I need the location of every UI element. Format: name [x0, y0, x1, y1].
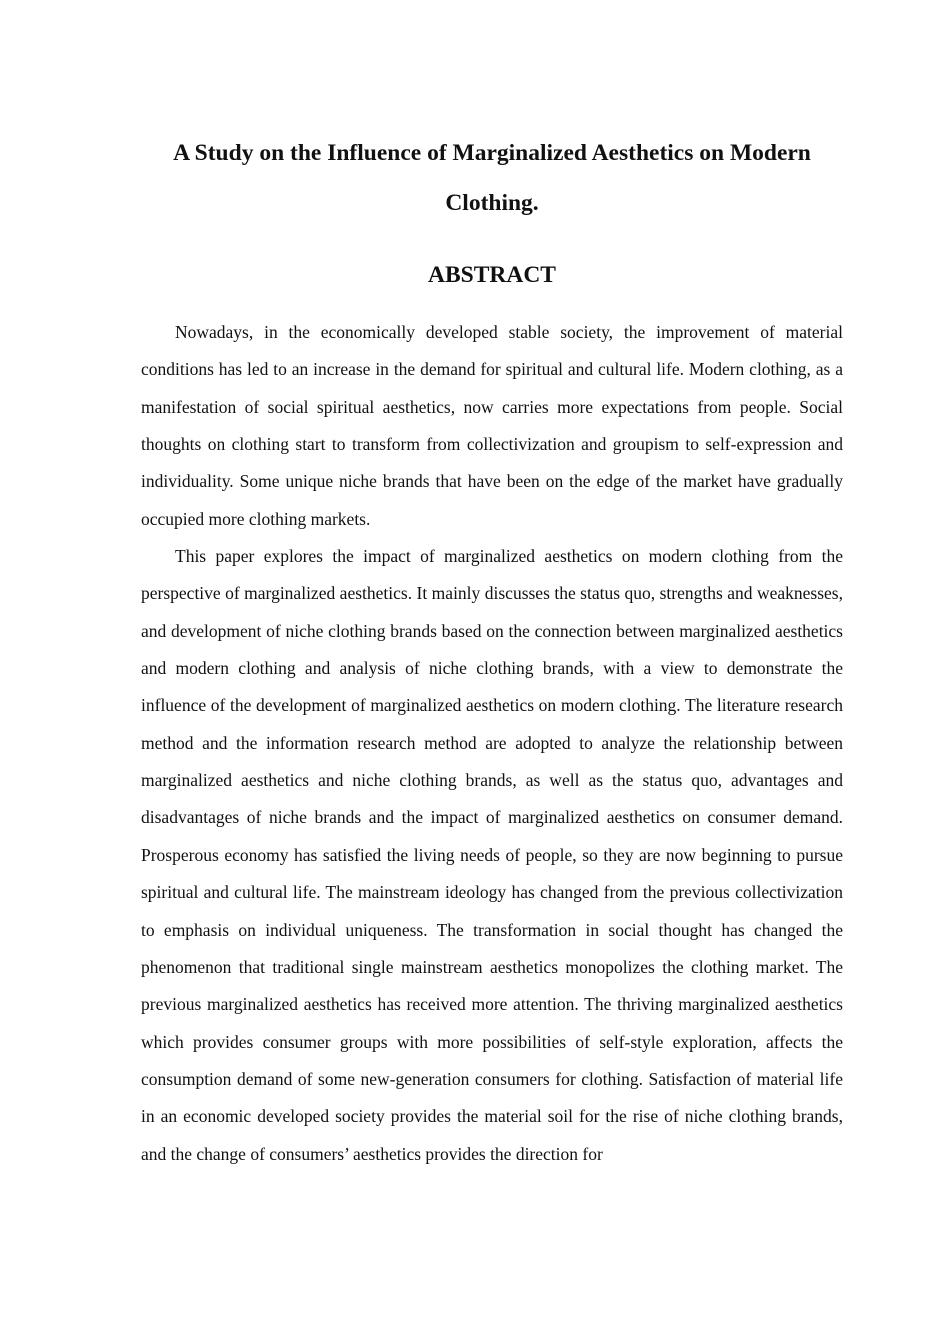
paper-title: A Study on the Influence of Marginalized Aesthetics on Modern Clothing. — [173, 140, 811, 216]
document-page — [141, 128, 843, 1173]
abstract-paragraph-1: Nowadays, in the economically developed stable society, the improvement of material conditions has led to an increase in the demand for spiritual and cultural life. Modern clothing, as a manifestation of social spiritual aesthetics, now carries more expectations from people. Social thoughts on clothing start to transform from collectivization and groupism to self-expression and individuality. Some unique niche brands that have been on the edge of the market have gradually occupied more clothing markets. — [141, 322, 843, 529]
abstract-body — [141, 314, 843, 1173]
abstract-heading: ABSTRACT — [428, 262, 556, 288]
abstract-paragraph-2: This paper explores the impact of marginalized aesthetics on modern clothing from the perspective of marginalized aesthetics. It mainly discusses the status quo, strengths and weaknesses, and development of niche clothing brands based on the connection between marginalized aesthetics and modern clothing and analysis of niche clothing brands, with a view to demonstrate the influence of the development of marginalized aesthetics on modern clothing. The literature research method and the information research method are adopted to analyze the relationship between marginalized aesthetics and niche clothing brands, as well as the status quo, advantages and disadvantages of niche brands and the impact of marginalized aesthetics on consumer demand. Prosperous economy has satisfied the living needs of people, so they are now beginning to pursue spiritual and cultural life. The mainstream ideology has changed from the previous collectivization to emphasis on individual uniqueness. The transformation in social thought has changed the phenomenon that traditional single mainstream aesthetics monopolizes the clothing market. The previous marginalized aesthetics has received more attention. The thriving marginalized aesthetics which provides consumer groups with more possibilities of self-style exploration, affects the consumption demand of some new-generation consumers for clothing. Satisfaction of material life in an economic developed society provides the material soil for the rise of niche clothing brands, and the change of consumers’ aesthetics provides the direction for — [141, 546, 843, 1164]
